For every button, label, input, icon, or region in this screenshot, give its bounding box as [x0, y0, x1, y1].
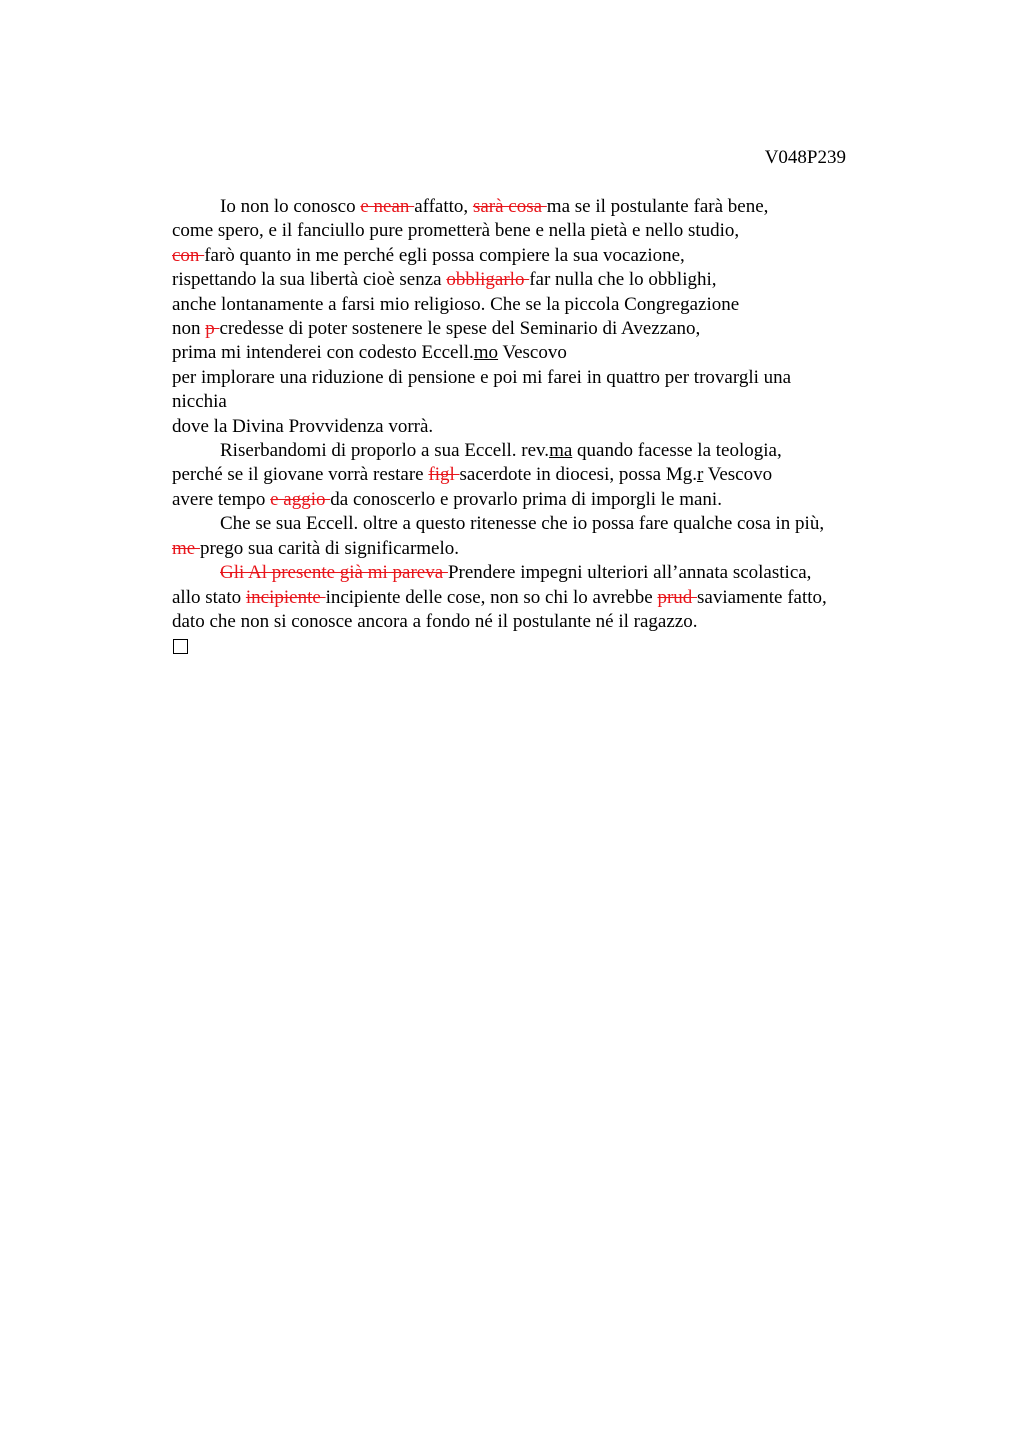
text-line: anche lontanamente a farsi mio religioso. Che se la piccola Congregazione [172, 293, 740, 315]
text-line: nicchia [172, 391, 227, 413]
underlined-abbreviation: mo [473, 342, 499, 364]
deleted-text: p [205, 318, 220, 340]
deleted-text: Gli Al presente già mi pareva [220, 562, 448, 584]
text-line: allo stato incipiente incipiente delle cose, non so chi lo avrebbe prud saviamente fatto, [172, 586, 827, 608]
underlined-abbreviation: r [696, 464, 704, 486]
deleted-text: con [172, 244, 205, 266]
end-of-text-box-icon [173, 639, 188, 654]
text-line: avere tempo e aggio da conoscerlo e provarlo prima di imporgli le mani. [172, 488, 722, 510]
underlined-abbreviation: ma [549, 440, 573, 462]
deleted-text: incipiente [245, 586, 326, 608]
text-line: dove la Divina Provvidenza vorrà. [172, 415, 434, 437]
text-line: Che se sua Eccell. oltre a questo ritenesse che io possa fare qualche cosa in più, [220, 513, 825, 535]
text-line: Io non lo conosco e nean affatto, sarà cosa ma se il postulante farà bene, [220, 196, 769, 217]
text-line: rispettando la sua libertà cioè senza obbligarlo far nulla che lo obblighi, [172, 269, 717, 291]
deleted-text: e nean [360, 196, 415, 217]
text-line: me prego sua carità di significarmelo. [172, 537, 460, 559]
deleted-text: e aggio [270, 488, 331, 510]
deleted-text: me [172, 537, 200, 559]
text-line: Gli Al presente già mi pareva Prendere impegni ulteriori all’annata scolastica, [220, 562, 812, 584]
deleted-text: obbligarlo [446, 269, 530, 291]
text-line: prima mi intenderei con codesto Eccell.mo Vescovo [172, 342, 567, 364]
text-line: Riserbandomi di proporlo a sua Eccell. rev.ma quando facesse la teologia, [220, 440, 782, 462]
deleted-text: sarà cosa [472, 196, 547, 217]
text-line: per implorare una riduzione di pensione e poi mi farei in quattro per trovargli una [172, 366, 792, 388]
text-line: dato che non si conosce ancora a fondo né il postulante né il ragazzo. [172, 610, 698, 632]
page-identifier: V048P239 [764, 147, 846, 168]
text-line: come spero, e il fanciullo pure prometterà bene e nella pietà e nello studio, [172, 220, 740, 242]
deleted-text: prud [657, 586, 698, 608]
text-line: non p credesse di poter sostenere le spese del Seminario di Avezzano, [172, 318, 701, 340]
deleted-text: figl [428, 464, 460, 486]
text-line: con farò quanto in me perché egli possa compiere la sua vocazione, [172, 244, 685, 266]
text-line: perché se il giovane vorrà restare figl sacerdote in diocesi, possa Mg.r Vescovo [172, 464, 773, 486]
letter-body [172, 195, 892, 654]
